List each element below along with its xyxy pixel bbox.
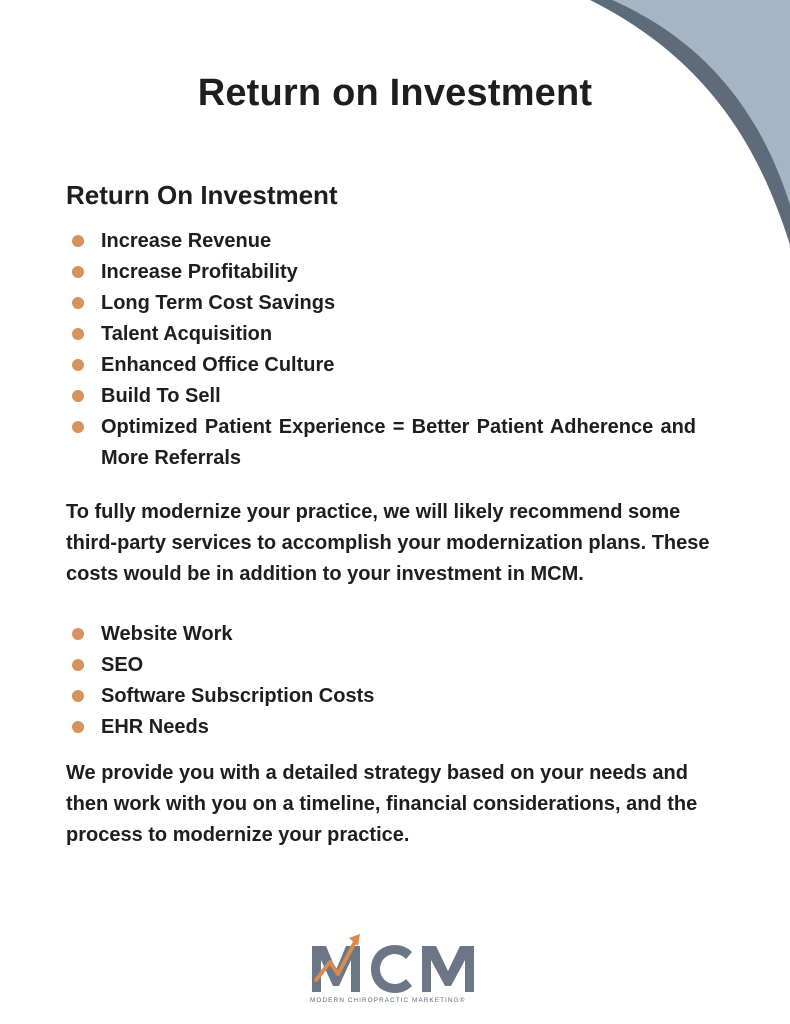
- list-item: Software Subscription Costs: [66, 681, 696, 712]
- bullet-dot-icon: [72, 659, 84, 671]
- modernize-paragraph: To fully modernize your practice, we will likely recommend some third-party services to accomplish your modernization plans. These costs would be in addition to your investment in MCM.: [66, 501, 710, 585]
- bullet-dot-icon: [72, 235, 84, 247]
- list-item: EHR Needs: [66, 712, 696, 743]
- list-item: Long Term Cost Savings: [66, 288, 696, 319]
- list-item: Build To Sell: [66, 381, 696, 412]
- bullet-dot-icon: [72, 266, 84, 278]
- section-heading: Return On Investment: [66, 180, 338, 210]
- page-title: Return on Investment: [197, 72, 593, 114]
- bullet-dot-icon: [72, 297, 84, 309]
- list-item: Talent Acquisition: [66, 319, 696, 350]
- bullet-dot-icon: [72, 690, 84, 702]
- bullet-dot-icon: [72, 328, 84, 340]
- bullet-dot-icon: [72, 421, 84, 433]
- corner-swoosh-decoration: [590, 0, 790, 250]
- roi-list: [66, 226, 696, 474]
- services-list: [66, 619, 696, 743]
- bullet-dot-icon: [72, 359, 84, 371]
- bullet-dot-icon: [72, 628, 84, 640]
- list-item: Enhanced Office Culture: [66, 350, 696, 381]
- list-item: Increase Revenue: [66, 226, 696, 257]
- list-item: SEO: [66, 650, 696, 681]
- strategy-paragraph: We provide you with a detailed strategy based on your needs and then work with you on a timeline, financial considerations, and the process to modernize your practice.: [66, 762, 698, 846]
- list-item: Website Work: [66, 619, 696, 650]
- mcm-logo-mark-icon: [308, 928, 484, 996]
- mcm-logo: [308, 928, 484, 1008]
- bullet-dot-icon: [72, 390, 84, 402]
- bullet-dot-icon: [72, 721, 84, 733]
- list-item: Optimized Patient Experience = Better Patient Adherence and More Referrals: [66, 412, 696, 474]
- logo-tagline: MODERN CHIROPRACTIC MARKETING®: [310, 997, 466, 1004]
- list-item: Increase Profitability: [66, 257, 696, 288]
